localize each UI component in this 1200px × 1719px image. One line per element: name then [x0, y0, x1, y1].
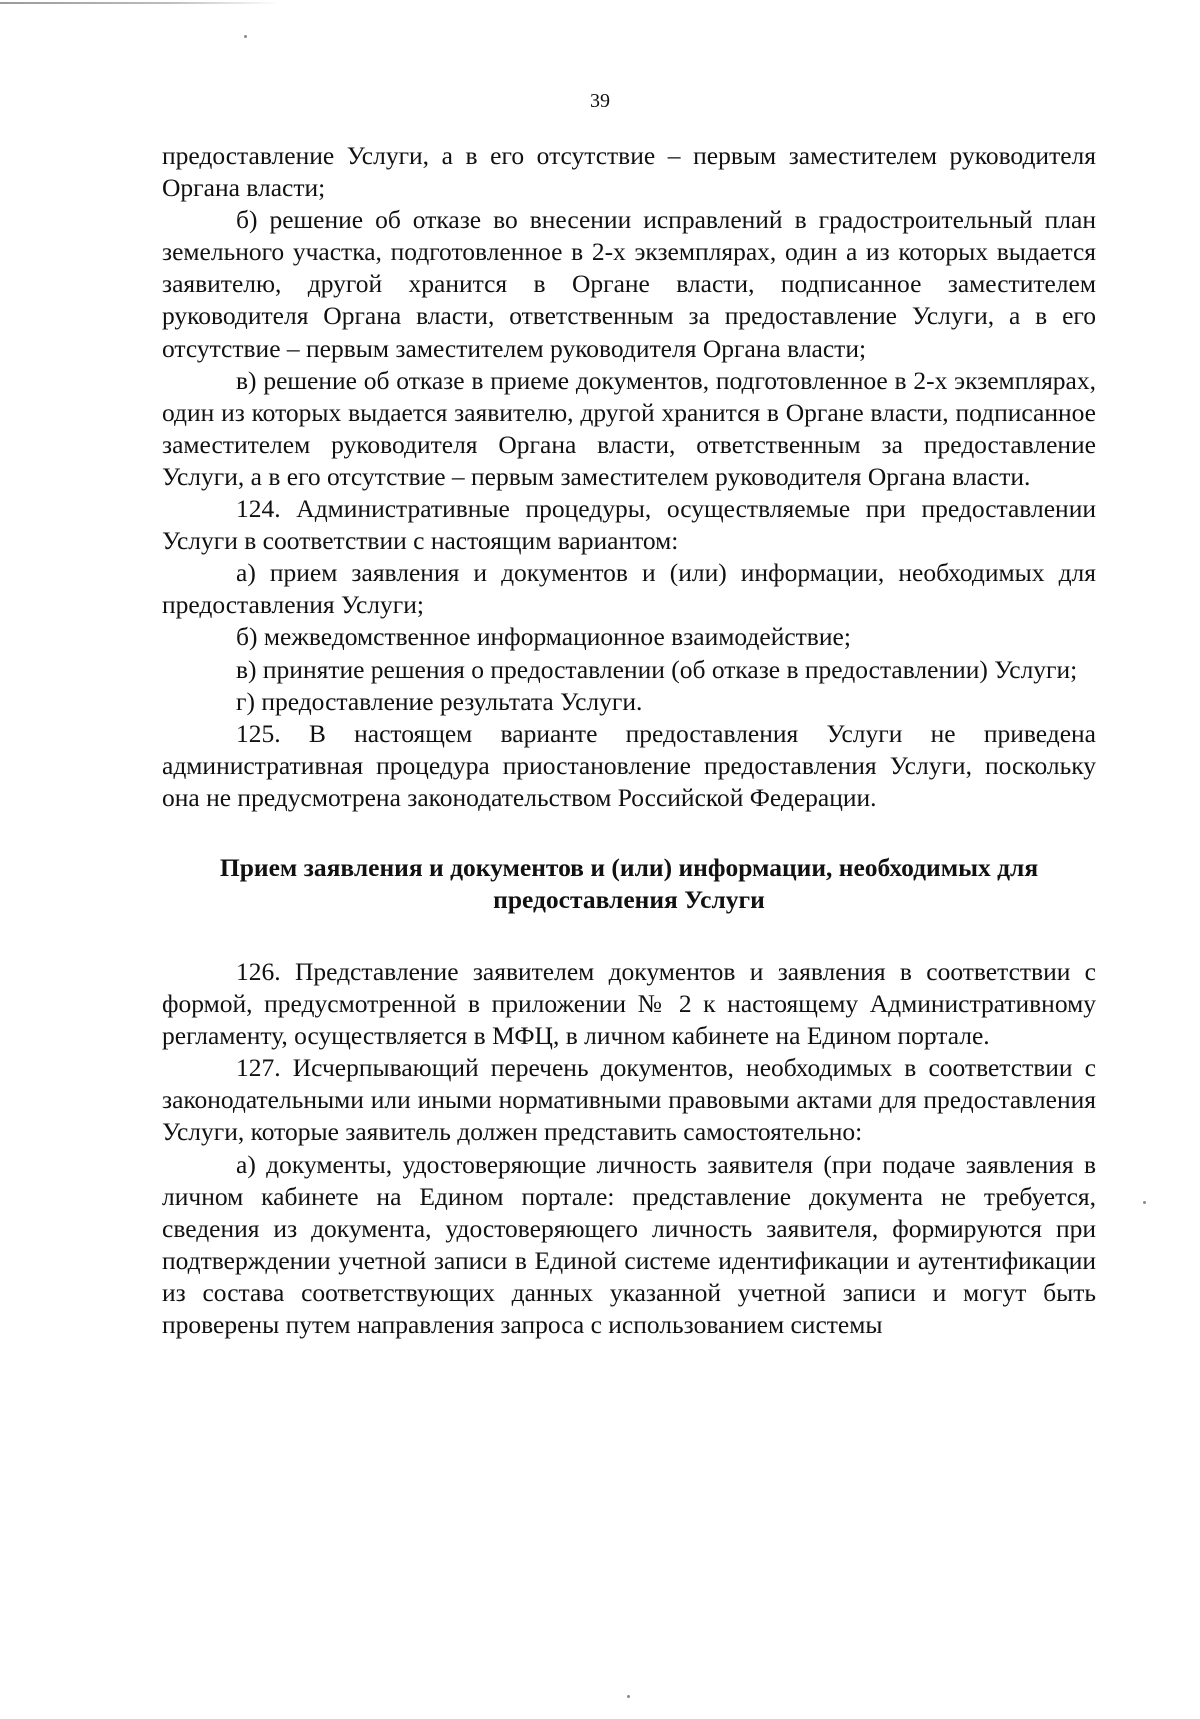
scan-speck	[244, 35, 247, 38]
section-heading: Прием заявления и документов и (или) информации, необходимых для предоставления Услуги	[219, 852, 1039, 914]
procedure-v: в) принятие решения о предоставлении (об отказе в предоставлении) Услуги;	[236, 654, 1078, 684]
document-item-a: а) документы, удостоверяющие личность заявителя (при подаче заявления в личном кабинете на Едином портале: представление документа не требуется, сведения из документа, удостоверяющего личность заявителя, формируются при подтверждении учетной записи в Единой системе идентификации и аутентификации из состава соответствующих данных указанной учетной записи и могут быть проверены путем направления запроса с использованием системы	[162, 1149, 1096, 1339]
clause-126: 126. Представление заявителем документов и заявления в соответствии с формой, предусмотренной в приложении № 2 к настоящему Административному регламенту, осуществляется в МФЦ, в личном кабинете на Едином портале.	[162, 956, 1096, 1051]
clause-124: 124. Административные процедуры, осуществляемые при предоставлении Услуги в соответствии с настоящим вариантом:	[162, 494, 1096, 556]
paragraph-continuation: предоставление Услуги, а в его отсутствие – первым заместителем руководителя Органа власти;	[162, 141, 1096, 203]
clause-127: 127. Исчерпывающий перечень документов, необходимых в соответствии с законодательными или иными нормативными правовыми актами для предоставления Услуги, которые заявитель должен представить самостоятельно:	[162, 1053, 1096, 1147]
page-number: 39	[590, 90, 610, 112]
list-item-b: б) решение об отказе во внесении исправлений в градостроительный план земельного участка, подготовленное в 2-х экземплярах, один а из которых выдается заявителю, другой хранится в Органе власти, подписанное заместителем руководителя Органа власти, ответственным за предоставление Услуги, а в его отсутствие – первым заместителем руководителя Органа власти;	[162, 205, 1096, 363]
list-item-v: в) решение об отказе в приеме документов, подготовленное в 2-х экземплярах, один из которых выдается заявителю, другой хранится в Органе власти, подписанное заместителем руководителя Органа власти, ответственным за предоставление Услуги, а в его отсутствие – первым заместителем руководителя Органа власти.	[162, 365, 1096, 491]
document-body	[162, 140, 1096, 1341]
scan-speck	[1143, 1201, 1146, 1204]
clause-125: 125. В настоящем варианте предоставления Услуги не приведена административная процедура приостановление предоставления Услуги, поскольку она не предусмотрена законодательством Российской Федерации.	[162, 718, 1096, 812]
procedure-a: а) прием заявления и документов и (или) информации, необходимых для предоставления Услуги;	[162, 558, 1096, 620]
procedure-b: б) межведомственное информационное взаимодействие;	[236, 622, 851, 652]
scan-edge-mark	[0, 2, 280, 4]
scan-speck	[627, 1695, 630, 1698]
procedure-g: г) предоставление результата Услуги.	[236, 686, 643, 716]
